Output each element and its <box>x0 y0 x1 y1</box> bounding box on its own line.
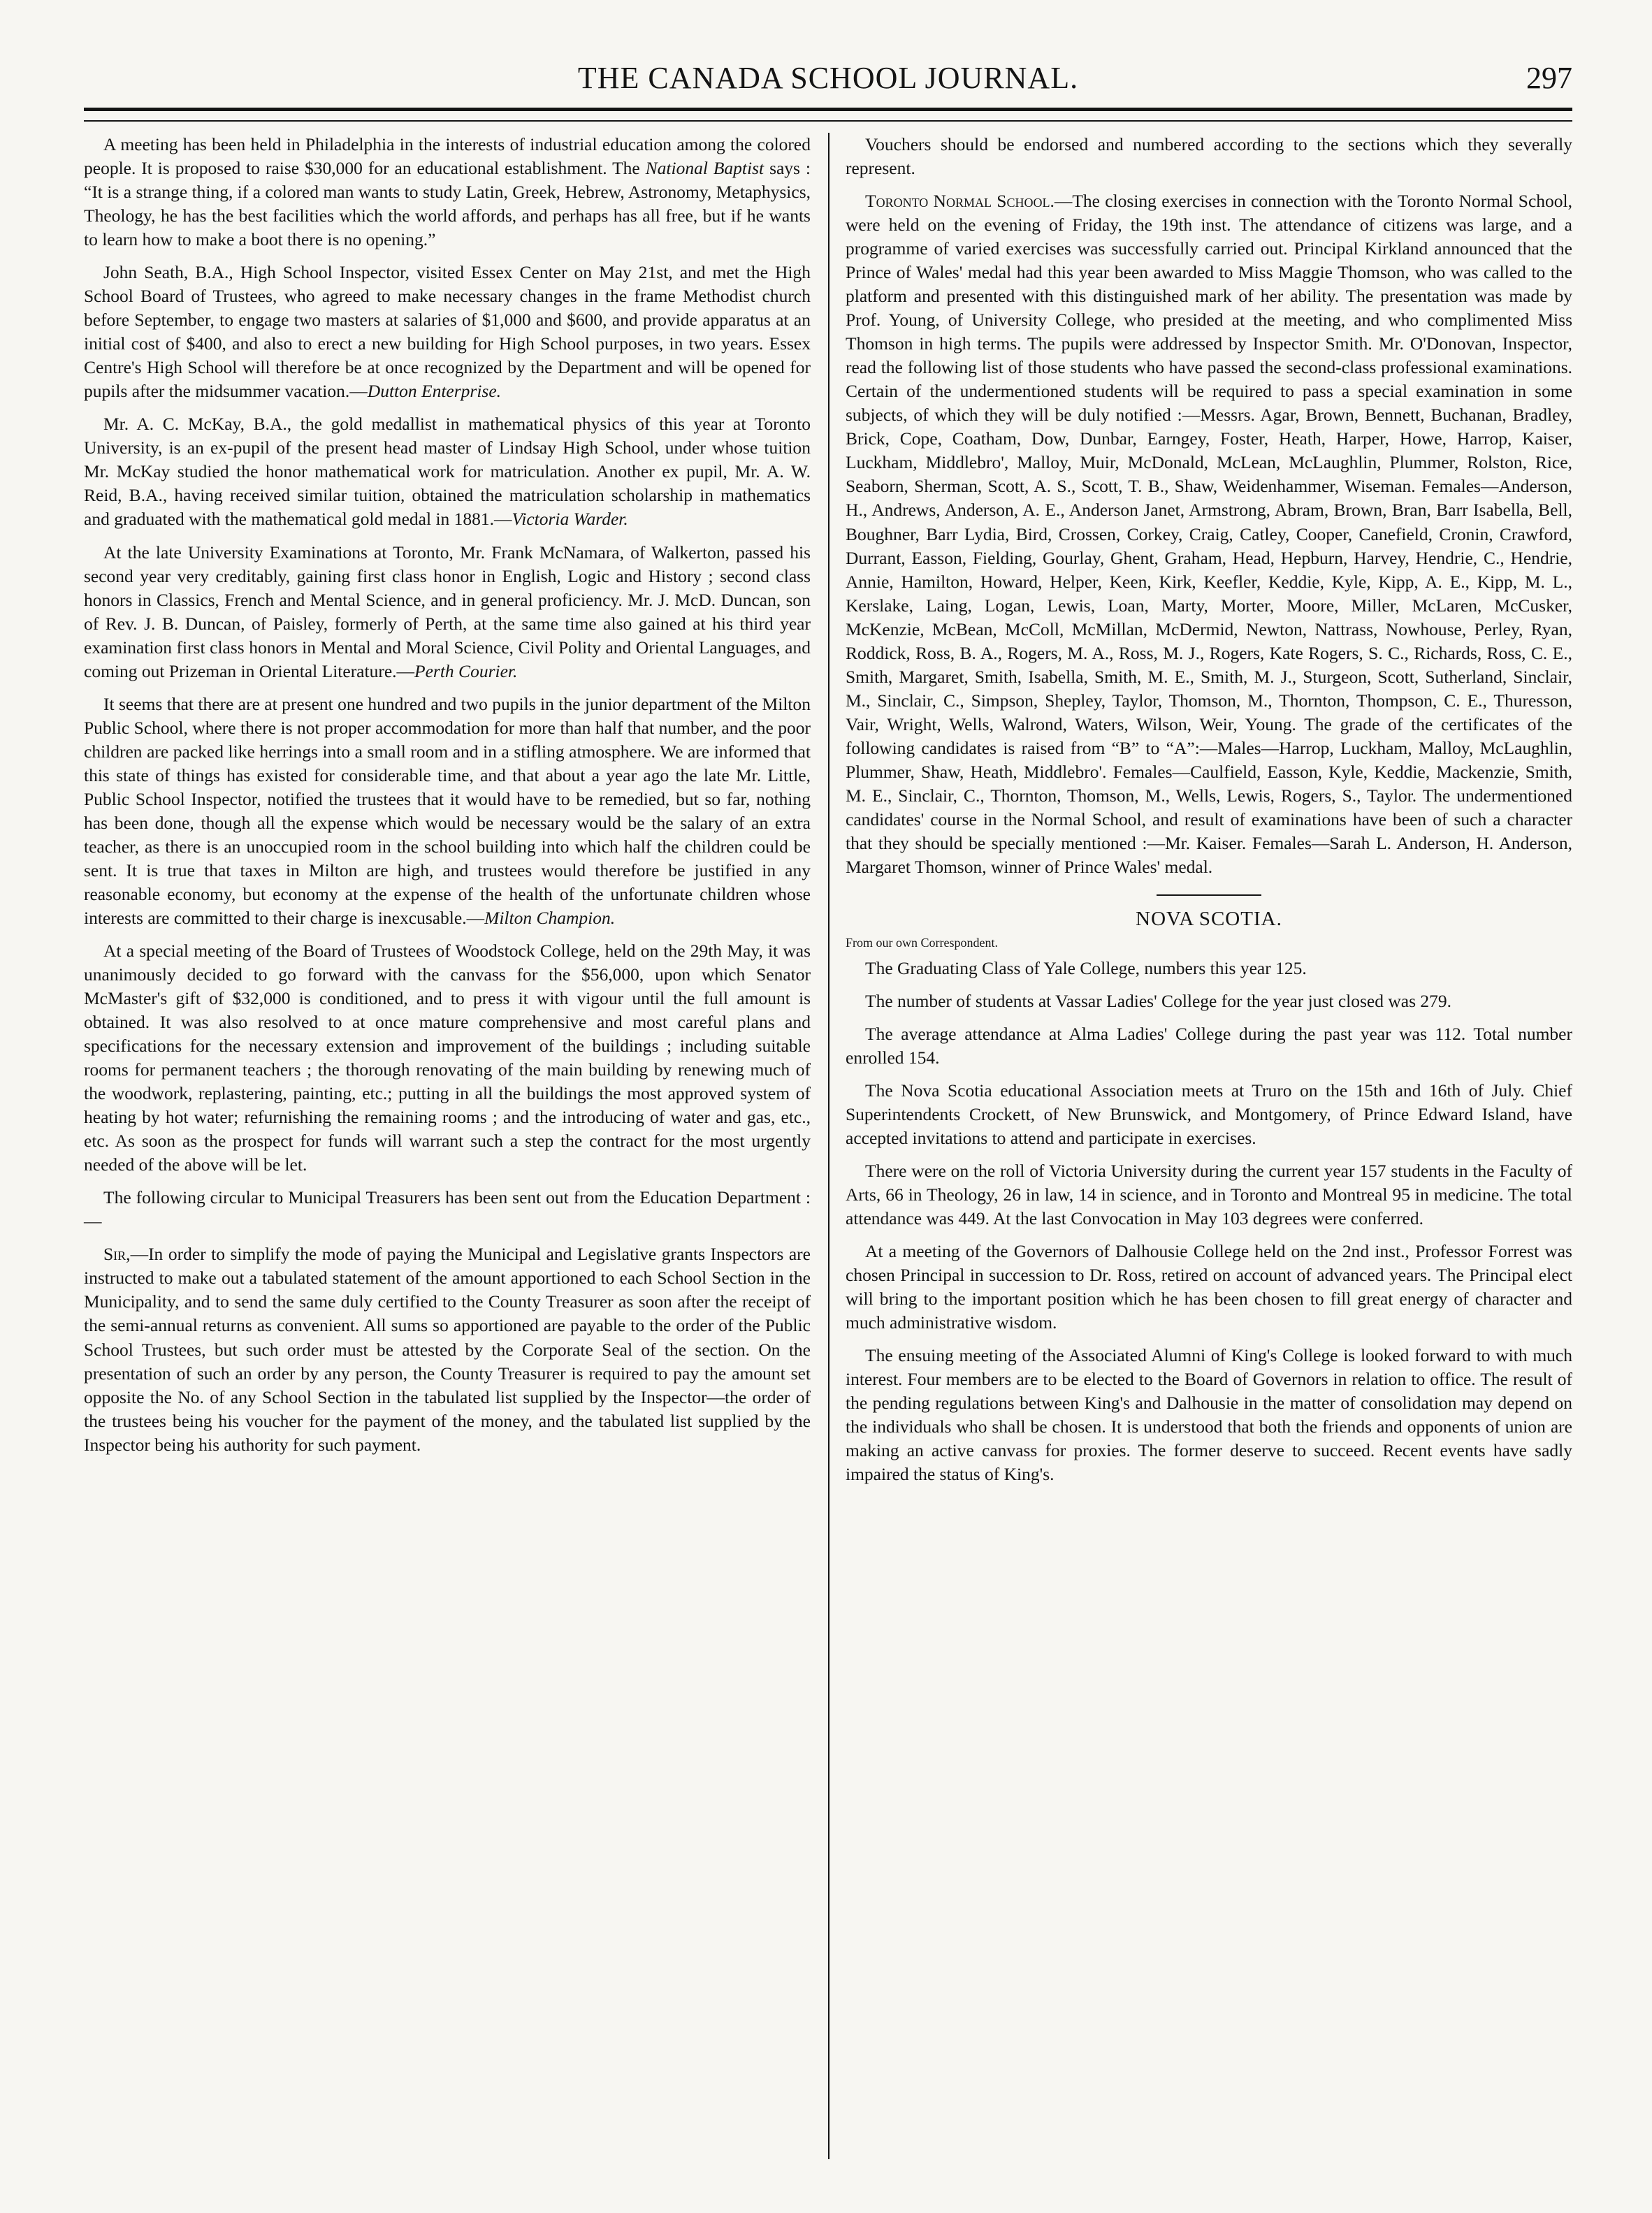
article-dalhousie: At a meeting of the Governors of Dalhousie College held on the 2nd inst., Professor Forrest was chosen Principal in succession to Dr. Ross, retired on account of advanced years. The Principal elect will bring to the important position which he has been chosen to fill great energy of character and much administrative wisdom. <box>846 1241 1572 1333</box>
article-university-exams: At the late University Examinations at Toronto, Mr. Frank McNamara, of Walkerton, passed his second year very creditably, gaining first class honor in English, Logic and History ; second class honors in Classics, French and Mental Science, and in general proficiency. Mr. J. McD. Duncan, son of Rev. J. B. Duncan, of Paisley, formerly of Perth, at the same time also gained at his third year examination first class honors in Mental and Moral Science, Civil Polity and Oriental Languages, and coming out Prizeman in Oriental Literature.—Perth Courier. <box>84 542 811 681</box>
header-rule-thin <box>84 120 1572 122</box>
article-philadelphia: A meeting has been held in Philadelphia in the interests of industrial education among the colored people. It is proposed to raise $30,000 for an educational establishment. The National Baptist says : “It is a strange thing, if a colored man wants to study Latin, Greek, Hebrew, Astronomy, Metaphysics, Theology, he has the best facilities which the world affords, and perhaps has all free, but if he wants to learn how to make a boot there is no opening.” <box>84 134 811 250</box>
article-essex-center: John Seath, B.A., High School Inspector, visited Essex Center on May 21st, and met the High School Board of Trustees, who agreed to make necessary changes in the frame Methodist church before September, to engage two masters at salaries of $1,000 and $600, and provide apparatus at an initial cost of $400, and also to erect a new building for High School purposes, in two years. Essex Centre's High School will therefore be at once recognized by the Department and will be opened for pupils after the midsummer vacation.—Dutton Enterprise. <box>84 262 811 402</box>
article-milton-school: It seems that there are at present one hundred and two pupils in the junior department of the Milton Public School, where there is not proper accommodation for more than half that number, and the poor children are packed like herrings into a small room and in a stifling atmosphere. We are informed that this state of things has existed for considerable time, and that about a year ago the late Mr. Little, Public School Inspector, notified the trustees that it would have to be remedied, but so far, nothing has been done, though all the expense which would be necessary would be the salary of an extra teacher, as there is an unoccupied room in the school building into which half the children could be sent. It is true that taxes in Milton are high, and trustees would therefore be justified in any reasonable economy, but economy at the expense of the health of the unfortunate children whose interests are committed to their charge is inexcusable.—Milton Champion. <box>84 693 811 928</box>
article-toronto-normal-school: Toronto Normal School.—The closing exercises in connection with the Toronto Normal School, were held on the evening of Friday, the 19th inst. The attendance of citizens was large, and a programme of varied exercises was successfully carried out. Principal Kirkland announced that the Prince of Wales' medal had this year been awarded to Miss Maggie Thomson, who was called to the platform and presented with this distinguished mark of her ability. The presentation was made by Prof. Young, of University College, who presided at the meeting, and who complimented Miss Thomson in high terms. The pupils were addressed by Inspector Smith. Mr. O'Donovan, Inspector, read the following list of those students who have passed the second-class professional examinations. Certain of the undermentioned students will be required to pass a special examination in some subjects, of which they will be duly notified :—Messrs. Agar, Brown, Bennett, Buchanan, Bradley, Brick, Cope, Coatham, Dow, Dunbar, Earngey, Foster, Heath, Harper, Howe, Harrop, Kaiser, Luckham, Middlebro', Malloy, Muir, McDonald, McLean, McLaughlin, Plummer, Rolston, Rice, Seaborn, Sherman, Scott, A. S., Scott, T. B., Shaw, Weidenhammer, Wiseman. Females—Anderson, H., Andrews, Anderson, A. E., Anderson Janet, Armstrong, Abram, Brown, Bran, Barr Isabella, Bell, Boughner, Barr Lydia, Bird, Crossen, Corkey, Craig, Catley, Cooper, Canefield, Cronin, Crawford, Durrant, Easson, Fielding, Gourlay, Ghent, Graham, Head, Hepburn, Harvey, Hendrie, C., Hendrie, Annie, Hamilton, Howard, Helper, Keen, Kirk, Keefler, Keddie, Kyle, Kipp, A. E., Kipp, M. L., Kerslake, Laing, Logan, Lewis, Loan, Marty, Morter, Moore, Miller, McLaren, McCusker, McKenzie, McBean, McColl, McMillan, McDermid, Newton, Nattrass, Nowhouse, Perley, Ryan, Roddick, Ross, B. A., Rogers, M. A., Ross, M. J., Rogers, Kate Rogers, S. C., Richards, Ross, C. E., Smith, Margaret, Smith, Isabella, Smith, M. E., Smith, M. J., Sturgeon, Scott, Sutherland, Sinclair, M., Sinclair, C., Simpson, Shepley, Taylor, Thomson, M., Thornton, Thompson, C. E., Thuresson, Vair, Wright, Wells, Walrond, Waters, Wilson, Weir, Young. The grade of the certificates of the following candidates is raised from “B” to “A”:—Males—Harrop, Luckham, Malloy, McLaughlin, Plummer, Shaw, Heath, Middlebro'. Females—Caulfield, Easson, Kyle, Keddie, Mackenzie, Smith, M. E., Sinclair, C., Thornton, Thomson, M., Wells, Lewis, Rogers, S., Taylor. The undermentioned candidates' course in the Normal School, and result of examinations have been of such a character that they should be specially mentioned :—Mr. Kaiser. Females—Sarah L. Anderson, H. Anderson, Margaret Thomson, winner of Prince Wales' medal. <box>846 191 1572 877</box>
article-circular-intro: The following circular to Municipal Treasurers has been sent out from the Education Department :— <box>84 1187 811 1232</box>
article-kings-college: The ensuing meeting of the Associated Alumni of King's College is looked forward to with much interest. Four members are to be elected to the Board of Governors in relation to office. The result of the pending regulations between King's and Dalhousie in the matter of consolidation may depend on the individuals who shall be chosen. It is understood that both the friends and opponents of union are making an active canvass for proxies. The former deserve to succeed. Recent events have sadly impaired the status of King's. <box>846 1345 1572 1485</box>
article-vassar: The number of students at Vassar Ladies' College for the year just closed was 279. <box>865 990 1452 1011</box>
lead-word: Sir, <box>103 1244 131 1265</box>
article-vouchers: Vouchers should be endorsed and numbered according to the sections which they severally represent. <box>846 134 1572 179</box>
source-citation: Milton Champion. <box>484 907 616 928</box>
article-mckay: Mr. A. C. McKay, B.A., the gold medallist in mathematical physics of this year at Toronto University, is an ex-pupil of the present head master of Lindsay High School, under whose tuition Mr. McKay studied the honor mathematical work for matriculation. Another ex pupil, Mr. A. W. Reid, B.A., having received similar tuition, obtained the matriculation scholarship in mathematics and graduated with the mathematical gold medal in 1881.—Victoria Warder. <box>84 414 811 530</box>
page-header <box>84 20 1572 103</box>
article-victoria-university: There were on the roll of Victoria University during the current year 157 students in the Faculty of Arts, 66 in Theology, 26 in law, 14 in science, and in Toronto and Montreal 95 in medicine. The total attendance was 449. At the last Convocation in May 103 degrees were conferred. <box>846 1160 1572 1228</box>
lead-heading: Toronto Normal School. <box>865 191 1055 212</box>
source-citation: Victoria Warder. <box>512 509 628 530</box>
source-citation: Perth Courier. <box>414 660 518 681</box>
correspondent-note: From our own Correspondent. <box>846 935 998 950</box>
journal-title: THE CANADA SCHOOL JOURNAL. <box>577 61 1079 95</box>
column-divider <box>828 133 829 2159</box>
left-column <box>84 133 811 1466</box>
article-yale: The Graduating Class of Yale College, numbers this year 125. <box>865 957 1307 978</box>
header-rule-thick <box>84 108 1572 111</box>
article-woodstock-college: At a special meeting of the Board of Trustees of Woodstock College, held on the 29th May, it was unanimously decided to go forward with the canvass for the $56,000, upon which Senator McMaster's gift of $32,000 is conditioned, and to press it with vigour until the full amount is obtained. It was also resolved to at once mature comprehensive and most careful plans and specifications for the necessary extension and improvement of the buildings ; including suitable rooms for permanent teachers ; the thorough renovating of the main building by renewing much of the woodwork, replastering, painting, etc.; putting in all the buildings the most approved system of heating by hot water; refurnishing the remaining rooms ; and the introducing of water and gas, etc., etc. As soon as the prospect for funds will warrant such a step the contract for the most urgently needed of the above will be let. <box>84 941 811 1175</box>
source-citation: Dutton Enterprise. <box>367 381 502 402</box>
article-alma: The average attendance at Alma Ladies' College during the past year was 112. Total number enrolled 154. <box>846 1023 1572 1068</box>
source-citation: National Baptist <box>645 158 765 179</box>
section-title-nova-scotia: NOVA SCOTIA. <box>846 894 1572 933</box>
article-nova-scotia-association: The Nova Scotia educational Association meets at Truro on the 15th and 16th of July. Chief Superintendents Crockett, of New Brunswick, and Montgomery, of Prince Edward Island, have accepted invitations to attend and participate in exercises. <box>846 1080 1572 1148</box>
page-number: 297 <box>1526 61 1572 95</box>
article-circular-body: Sir,—In order to simplify the mode of paying the Municipal and Legislative grants Inspectors are instructed to make out a tabulated statement of the amount apportioned to each School Section in the Municipality, and to send the same duly certified to the County Treasurer as soon after the receipt of the semi-annual returns as convenient. All sums so apportioned are payable to the order of the Public School Trustees, but such order must be attested by the Corporate Seal of the section. On the presentation of such an order by any person, the County Treasurer is required to pay the amount set opposite the No. of any School Section in the tabulated list supplied by the Inspector—the order of the trustees being his voucher for the payment of the money, and the tabulated list supplied by the Inspector being his authority for such payment. <box>84 1244 811 1455</box>
right-column <box>846 133 1572 1495</box>
